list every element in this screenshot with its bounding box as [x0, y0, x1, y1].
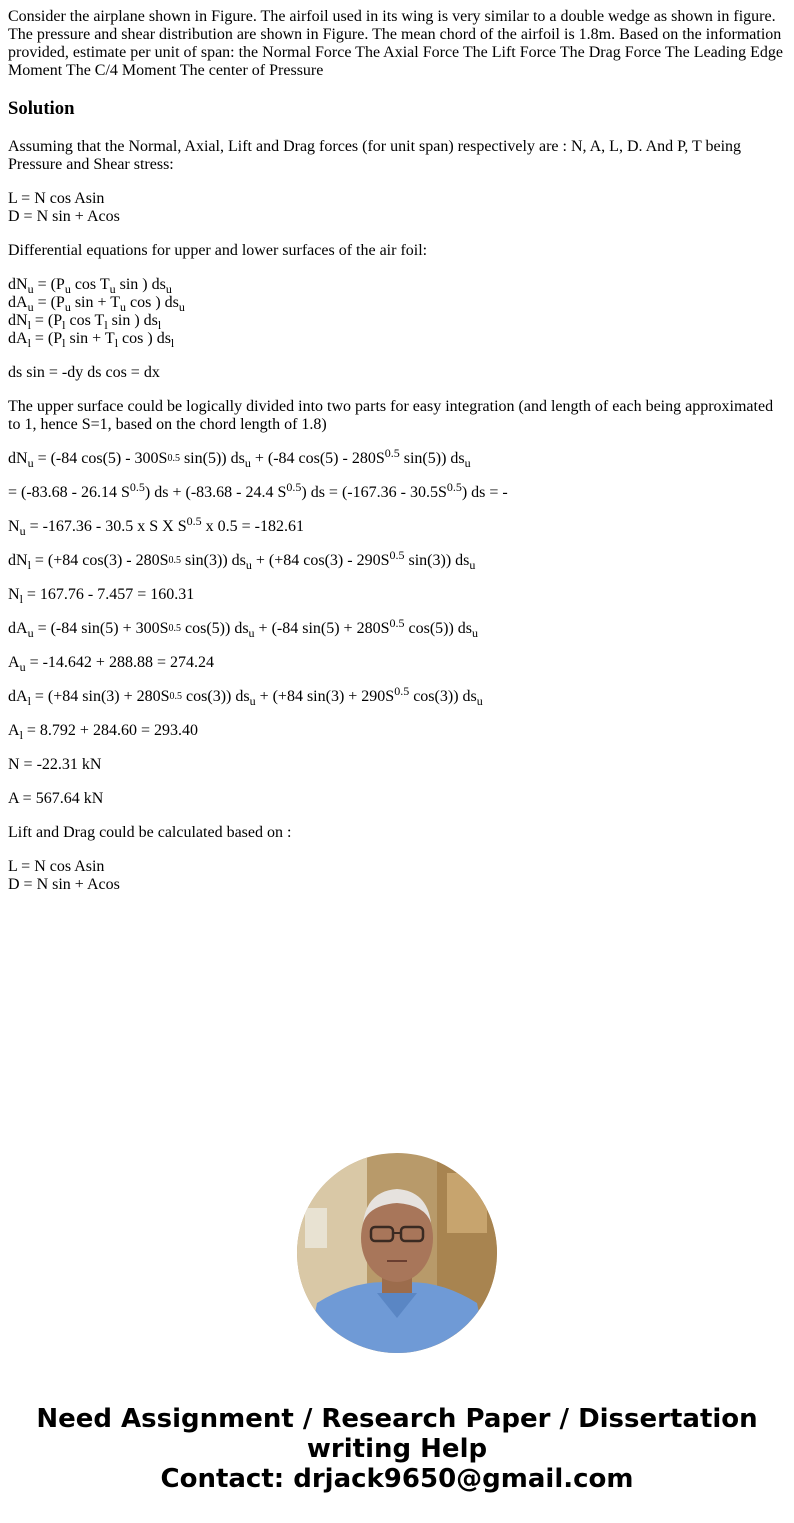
Au-result: $A_u = -14.642 + 288.88 = 274.24$ — [8, 654, 214, 674]
question-text: Consider the airplane shown in Figure. The airfoil used in its wing is very similar to a double wedge as shown in figure. The pressure and shear distribution are shown in Figure. The mean chord of the airfoil is 1.8m. Based on the information provided, estimate per unit of span: the Normal Force The Axial Force The Lift Force The Drag Force The Leading Edge Moment The C/4 Moment The center of Pressure — [8, 8, 784, 79]
lift-drag-intro: Lift and Drag could be calculated based on : — [8, 824, 292, 841]
lift-drag-equations — [8, 190, 786, 226]
differential-equations — [8, 276, 786, 348]
dAu-equation: $dA_u = (P_u$ $\sin + T_u$ cos ) $ds_u$ — [8, 294, 185, 314]
solution-heading: Solution — [8, 98, 75, 119]
A-total: A = 567.64 kN — [8, 790, 104, 807]
N-total: N = -22.31 kN — [8, 756, 102, 773]
upper-surface-paragraph: The upper surface could be logically divided into two parts for easy integration (and length of each being approximated to 1, hence S=1, based on the chord length of 1.8) — [8, 398, 774, 433]
footer-contact: Contact: drjack9650@gmail.com — [160, 1464, 634, 1494]
author-avatar — [297, 1153, 497, 1353]
dAl-expanded: $dA_l = (+84$ sin(3) + 280S0.5 cos(3)) $ds_u + (+84$ $\sin(3) + 290S^{0.5}$ cos(3)) $ds_u$ — [8, 684, 483, 708]
dNl-expanded: $dN_l = (+84$ cos(3) - 280S0.5 sin(3)) $ds_u + (+84$ $\cos(3) - 290S^{0.5}$ sin(3)) $ds_u$ — [8, 548, 476, 572]
dAu-expanded: $dA_u = (-84$ sin(5) + 300S0.5 cos(5)) $ds_u + (-84$ $\sin(5) + 280S^{0.5}$ cos(5)) $ds_u$ — [8, 616, 479, 640]
drag-equation: D = N sin + Acos — [8, 208, 120, 225]
Al-result: $A_l = 8.792 + 284.60 = 293.40$ — [8, 722, 198, 742]
dNu-expanded: $dN_u = (-84$ cos(5) - 300S0.5 sin(5)) $ds_u + (-84$ $\cos(5) - 280S^{0.5}$ sin(5)) $ds_u$ — [8, 446, 471, 470]
dAl-equation: $dA_l = (P_l$ $\sin + T_l$ cos ) $ds_l$ — [8, 330, 175, 350]
lift-equation: L = N cos Asin — [8, 190, 105, 207]
lift-drag-equations-final — [8, 858, 786, 894]
differential-intro: Differential equations for upper and lower surfaces of the air foil: — [8, 242, 428, 259]
author-portrait-image — [297, 1153, 497, 1353]
dNu-simplified: = (-83.68 - 26.14 $S^{0.5}$) ds + (-83.68 - 24.4 $S^{0.5}$) ds = $(-167.36 - 30.5S^{0.5})$ ds = - — [8, 480, 508, 501]
footer-line-1: Need Assignment / Research Paper / Dissertation — [36, 1404, 758, 1434]
dNu-equation: $dN_u = (P_u$ $\cos T_u$ sin ) $ds_u$ — [8, 276, 172, 296]
drag-equation-final: D = N sin + Acos — [8, 876, 120, 893]
Nu-result: $N_u = -167.36 - 30.5$ x S X $S^{0.5}$ x 0.5 = -182.61 — [8, 514, 304, 538]
ds-relation: ds sin = -dy ds cos = dx — [8, 364, 160, 381]
footer-line-2: writing Help — [306, 1434, 488, 1464]
dNl-equation: $dN_l = (P_l$ $\cos T_l$ sin ) $ds_l$ — [8, 312, 162, 332]
lift-equation-final: L = N cos Asin — [8, 858, 105, 875]
footer-advertisement — [0, 1404, 794, 1494]
Nl-result: $N_l = 167.76 - 7.457 = 160.31$ — [8, 586, 195, 606]
intro-paragraph: Assuming that the Normal, Axial, Lift and Drag forces (for unit span) respectively are : N, A, L, D. And P, T being Pressure and Shear stress: — [8, 138, 742, 173]
